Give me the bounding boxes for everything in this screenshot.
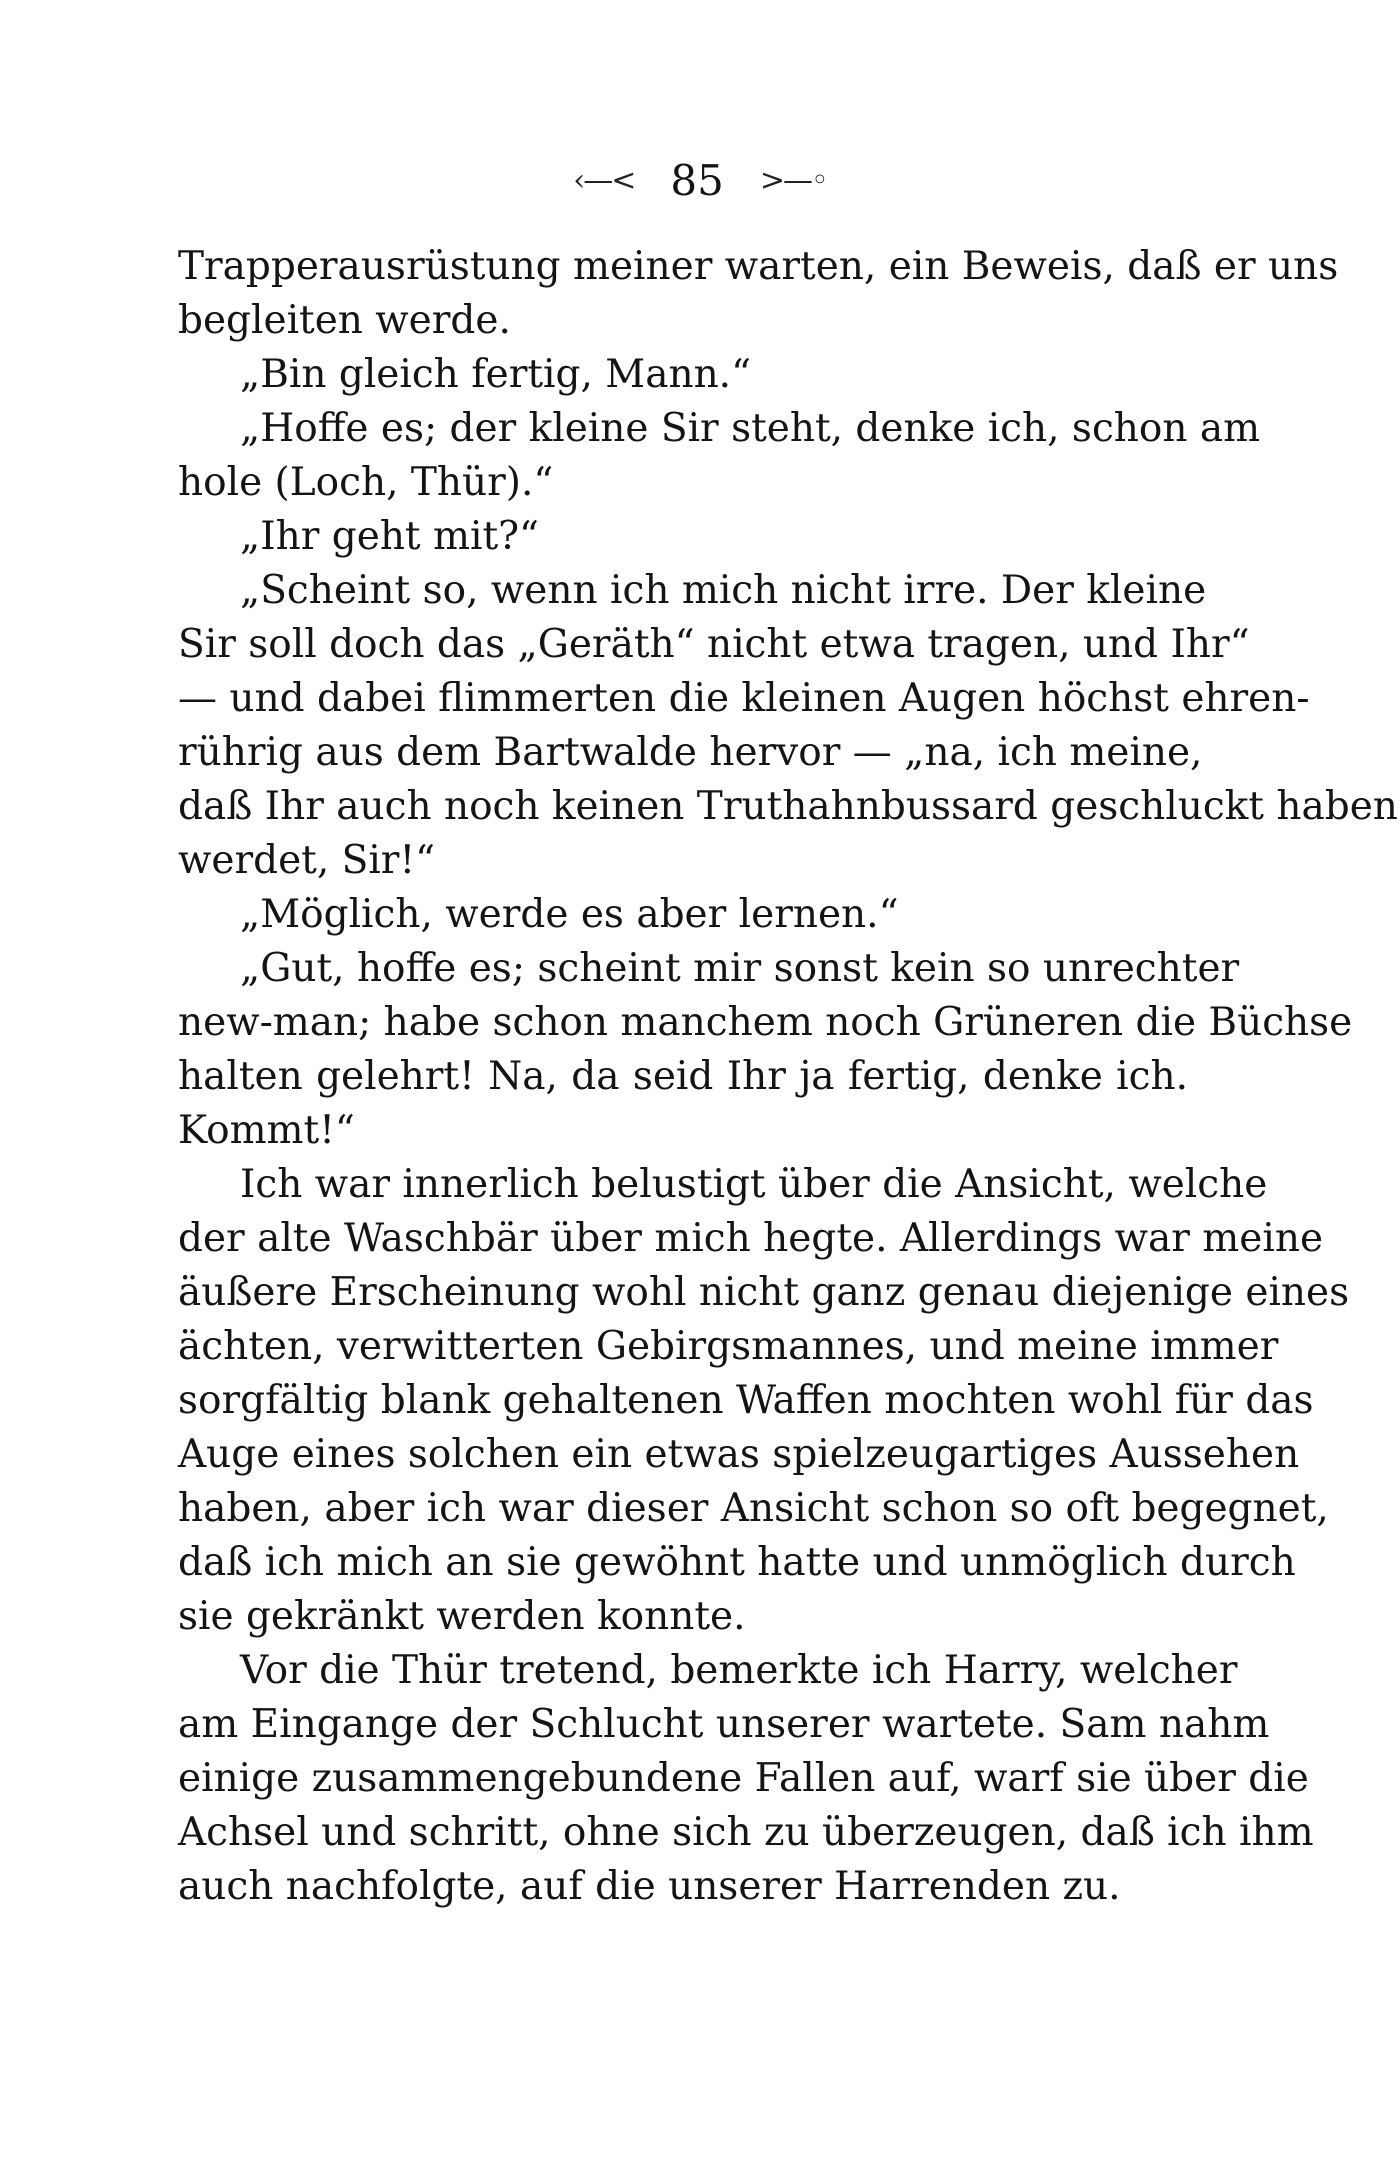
text-line: begleiten werde.: [178, 298, 511, 343]
text-line: Ich war innerlich belustigt über die Ansicht, welche: [240, 1162, 1268, 1207]
text-line: „Gut, hoffe es; scheint mir sonst kein so unrechter: [240, 946, 1240, 991]
text-line: der alte Waschbär über mich hegte. Allerdings war meine: [178, 1216, 1324, 1261]
text-line: Trapperausrüstung meiner warten, ein Beweis, daß er uns: [178, 244, 1339, 289]
text-line: Kommt!“: [178, 1108, 355, 1153]
text-line: „Scheint so, wenn ich mich nicht irre. Der kleine: [240, 568, 1207, 613]
text-line: „Bin gleich fertig, Mann.“: [240, 352, 752, 397]
text-line: Sir soll doch das „Geräth“ nicht etwa tragen, und Ihr“: [178, 622, 1250, 667]
text-line: Auge eines solchen ein etwas spielzeugartiges Aussehen: [178, 1432, 1300, 1477]
text-line: „Hoffe es; der kleine Sir steht, denke ich, schon am: [240, 406, 1261, 451]
text-line: äußere Erscheinung wohl nicht ganz genau diejenige eines: [178, 1270, 1350, 1315]
text-line: „Möglich, werde es aber lernen.“: [240, 892, 899, 937]
page-header: [0, 150, 1400, 210]
text-line: new-man; habe schon manchem noch Grüneren die Büchse: [178, 1000, 1353, 1045]
text-line: sie gekränkt werden konnte.: [178, 1594, 746, 1639]
body-text: [178, 240, 1398, 1914]
text-line: rührig aus dem Bartwalde hervor — „na, ich meine,: [178, 730, 1203, 775]
text-line: — und dabei flimmerten die kleinen Augen höchst ehren-: [178, 676, 1310, 721]
text-line: hole (Loch, Thür).“: [178, 460, 554, 505]
text-line: Achsel und schritt, ohne sich zu überzeugen, daß ich ihm: [178, 1810, 1314, 1855]
ornament-left: ‹—<: [573, 162, 635, 198]
text-line: daß Ihr auch noch keinen Truthahnbussard geschluckt haben: [178, 784, 1398, 829]
text-line: auch nachfolgte, auf die unserer Harrenden zu.: [178, 1864, 1121, 1909]
text-line: sorgfältig blank gehaltenen Waffen mochten wohl für das: [178, 1378, 1314, 1423]
text-line: „Ihr geht mit?“: [240, 514, 539, 559]
text-line: ächten, verwitterten Gebirgsmannes, und meine immer: [178, 1324, 1279, 1369]
text-line: haben, aber ich war dieser Ansicht schon so oft begegnet,: [178, 1486, 1329, 1531]
text-line: Vor die Thür tretend, bemerkte ich Harry, welcher: [240, 1648, 1238, 1693]
text-line: am Eingange der Schlucht unserer wartete. Sam nahm: [178, 1702, 1270, 1747]
text-line: einige zusammengebundene Fallen auf, warf sie über die: [178, 1756, 1309, 1801]
text-line: werdet, Sir!“: [178, 838, 436, 883]
text-line: halten gelehrt! Na, da seid Ihr ja fertig, denke ich.: [178, 1054, 1188, 1099]
text-line: daß ich mich an sie gewöhnt hatte und unmöglich durch: [178, 1540, 1296, 1585]
ornament-right: >—◦: [759, 162, 827, 198]
page-number: 85: [670, 155, 724, 205]
